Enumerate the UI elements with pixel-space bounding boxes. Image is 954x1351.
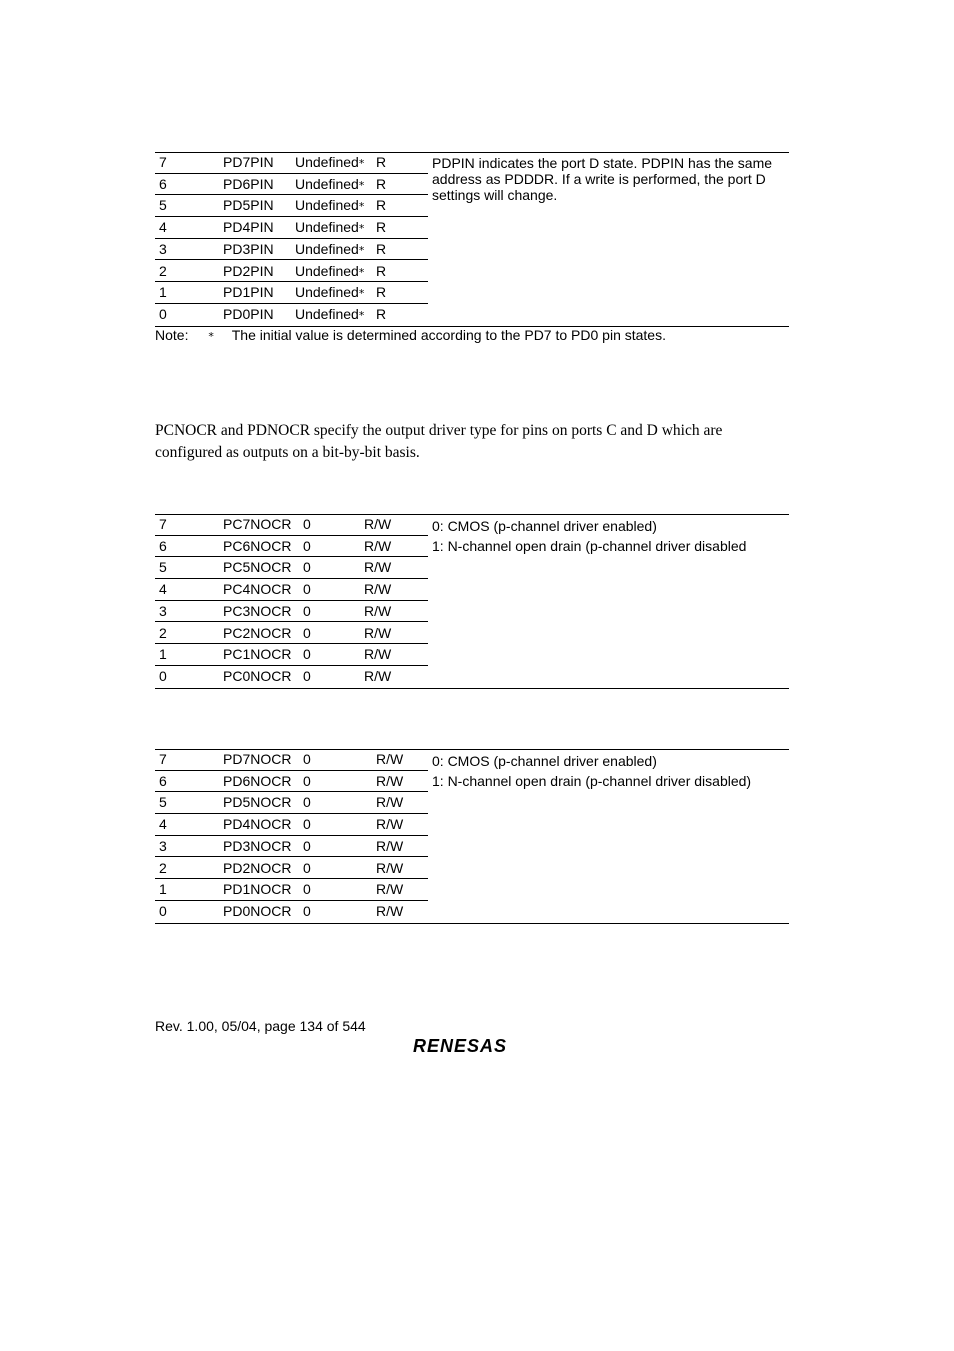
bit-cell: 2 [159,624,167,641]
initial-value-cell: Undefined* [295,219,365,236]
footnote-mark: * [358,178,365,192]
bit-name-cell: PD2NOCR [223,859,292,876]
bit-name-cell: PC5NOCR [223,559,292,576]
rw-cell: R [376,284,387,301]
table-row [155,836,428,858]
bit-cell: 5 [159,559,167,576]
initial-value-cell: 0 [303,794,311,811]
bit-cell: 2 [159,859,167,876]
initial-value-cell: 0 [303,859,311,876]
initial-value-cell: Undefined* [295,154,365,170]
table-row [155,152,428,174]
bit-cell: 2 [159,262,167,279]
initial-value-cell: 0 [303,559,311,576]
table-row [155,304,428,326]
rw-cell: R [376,219,387,236]
table-row [155,514,428,536]
pcnocr-table [155,514,789,690]
table-row [155,644,428,666]
note-mark: * [208,330,214,343]
rw-cell: R/W [376,772,404,789]
footnote-mark: * [358,287,365,301]
initial-value-cell: Undefined* [295,240,365,257]
note-text: The initial value is determined according to the PD7 to PD0 pin states. [231,327,666,343]
bit-cell: 7 [159,154,167,170]
bit-cell: 6 [159,772,167,789]
table-row [155,749,428,771]
initial-value-cell: 0 [303,837,311,854]
bit-name-cell: PC6NOCR [223,537,292,554]
rw-cell: R/W [376,859,404,876]
table-description [432,751,788,791]
footnote-mark: * [358,200,365,214]
bit-cell: 3 [159,837,167,854]
body-paragraph [155,420,775,463]
bit-name-cell: PD1NOCR [223,881,292,898]
initial-value-cell: 0 [303,602,311,619]
table-row [155,879,428,901]
rw-cell: R/W [364,559,392,576]
rw-cell: R/W [376,902,404,919]
bit-cell: 0 [159,305,167,322]
description-line-2: 1: N-channel open drain (p-channel driver disabled) [432,773,752,789]
initial-value-cell: 0 [303,624,311,641]
bit-name-cell: PD4PIN [223,219,274,236]
table-row [155,195,428,217]
initial-value-cell: Undefined* [295,262,365,279]
bit-name-cell: PD6NOCR [223,772,292,789]
table-note [155,326,666,346]
bit-cell: 4 [159,816,167,833]
rw-cell: R/W [364,624,392,641]
bit-name-cell: PC1NOCR [223,646,292,663]
paragraph-text: PCNOCR and PDNOCR specify the output driver type for pins on ports C and D which are configured as outputs on a bit-by-bit basis. [155,422,723,461]
table-row [155,901,428,923]
table-row [155,261,428,283]
bit-cell: 1 [159,284,167,301]
description-text: PDPIN indicates the port D state. PDPIN has the same address as PDDDR. If a write is performed, the port D settings will change. [432,155,773,203]
bit-cell: 7 [159,516,167,532]
bit-cell: 4 [159,219,167,236]
initial-value-cell: 0 [303,751,311,767]
description-line-1: 0: CMOS (p-channel driver enabled) [432,753,657,769]
table-row [155,557,428,579]
table-description [432,155,788,203]
bit-name-cell: PC4NOCR [223,581,292,598]
initial-value-cell: 0 [303,881,311,898]
table-row [155,666,428,688]
bit-name-cell: PD1PIN [223,284,274,301]
table-row [155,579,428,601]
bit-cell: 3 [159,240,167,257]
table-bottom-rule [155,688,789,689]
initial-value-cell: 0 [303,772,311,789]
bit-name-cell: PD7NOCR [223,751,292,767]
table-row [155,814,428,836]
bit-cell: 0 [159,667,167,684]
bit-name-cell: PD3PIN [223,240,274,257]
bit-name-cell: PD5NOCR [223,794,292,811]
table-row [155,623,428,645]
rw-cell: R [376,175,387,192]
bit-cell: 1 [159,881,167,898]
bit-name-cell: PD5PIN [223,197,274,214]
table-row [155,536,428,558]
rw-cell: R/W [364,516,392,532]
initial-value-cell: Undefined* [295,305,365,322]
initial-value-cell: 0 [303,537,311,554]
bit-name-cell: PD0NOCR [223,902,292,919]
initial-value-cell: 0 [303,667,311,684]
rw-cell: R/W [376,751,404,767]
initial-value-cell: 0 [303,902,311,919]
page-footer: Rev. 1.00, 05/04, page 134 of 544 [155,1018,366,1034]
rw-cell: R/W [364,602,392,619]
rw-cell: R/W [376,881,404,898]
bit-name-cell: PC3NOCR [223,602,292,619]
rw-cell: R/W [364,646,392,663]
initial-value-cell: 0 [303,516,311,532]
rw-cell: R/W [364,581,392,598]
bit-cell: 5 [159,197,167,214]
bit-name-cell: PD4NOCR [223,816,292,833]
table-row [155,858,428,880]
table-row [155,174,428,196]
initial-value-cell: 0 [303,646,311,663]
footnote-mark: * [358,157,365,170]
rw-cell: R/W [376,837,404,854]
rw-cell: R [376,305,387,322]
table-row [155,282,428,304]
initial-value-cell: Undefined* [295,175,365,192]
footnote-mark: * [358,222,365,236]
table-bottom-rule [155,923,789,924]
initial-value-cell: 0 [303,816,311,833]
footnote-mark: * [358,308,365,322]
table-row [155,771,428,793]
bit-cell: 0 [159,902,167,919]
table-row [155,601,428,623]
initial-value-cell: Undefined* [295,284,365,301]
rw-cell: R/W [364,667,392,684]
bit-name-cell: PC0NOCR [223,667,292,684]
rw-cell: R [376,240,387,257]
logo-lettering: RENESAS [413,1036,508,1056]
bit-name-cell: PD3NOCR [223,837,292,854]
bit-cell: 1 [159,646,167,663]
bit-name-cell: PC2NOCR [223,624,292,641]
table-row [155,792,428,814]
rw-cell: R/W [376,794,404,811]
pdpin-table [155,152,789,328]
bit-name-cell: PD2PIN [223,262,274,279]
bit-name-cell: PC7NOCR [223,516,292,532]
pdnocr-table [155,749,789,925]
bit-name-cell: PD6PIN [223,175,274,192]
initial-value-cell: 0 [303,581,311,598]
rw-cell: R [376,197,387,214]
footnote-mark: * [358,265,365,279]
table-row [155,217,428,239]
table-row [155,239,428,261]
rw-cell: R/W [376,816,404,833]
footnote-mark: * [358,243,365,257]
bit-cell: 5 [159,794,167,811]
rw-cell: R [376,154,387,170]
renesas-logo [413,1036,535,1056]
initial-value-cell: Undefined* [295,197,365,214]
bit-cell: 4 [159,581,167,598]
table-description [432,516,788,556]
bit-cell: 3 [159,602,167,619]
bit-cell: 7 [159,751,167,767]
note-label: Note: [155,327,189,343]
rw-cell: R [376,262,387,279]
description-line-1: 0: CMOS (p-channel driver enabled) [432,518,657,534]
description-line-2: 1: N-channel open drain (p-channel driver disabled [432,538,747,554]
bit-name-cell: PD0PIN [223,305,274,322]
rw-cell: R/W [364,537,392,554]
bit-name-cell: PD7PIN [223,154,274,170]
bit-cell: 6 [159,175,167,192]
bit-cell: 6 [159,537,167,554]
